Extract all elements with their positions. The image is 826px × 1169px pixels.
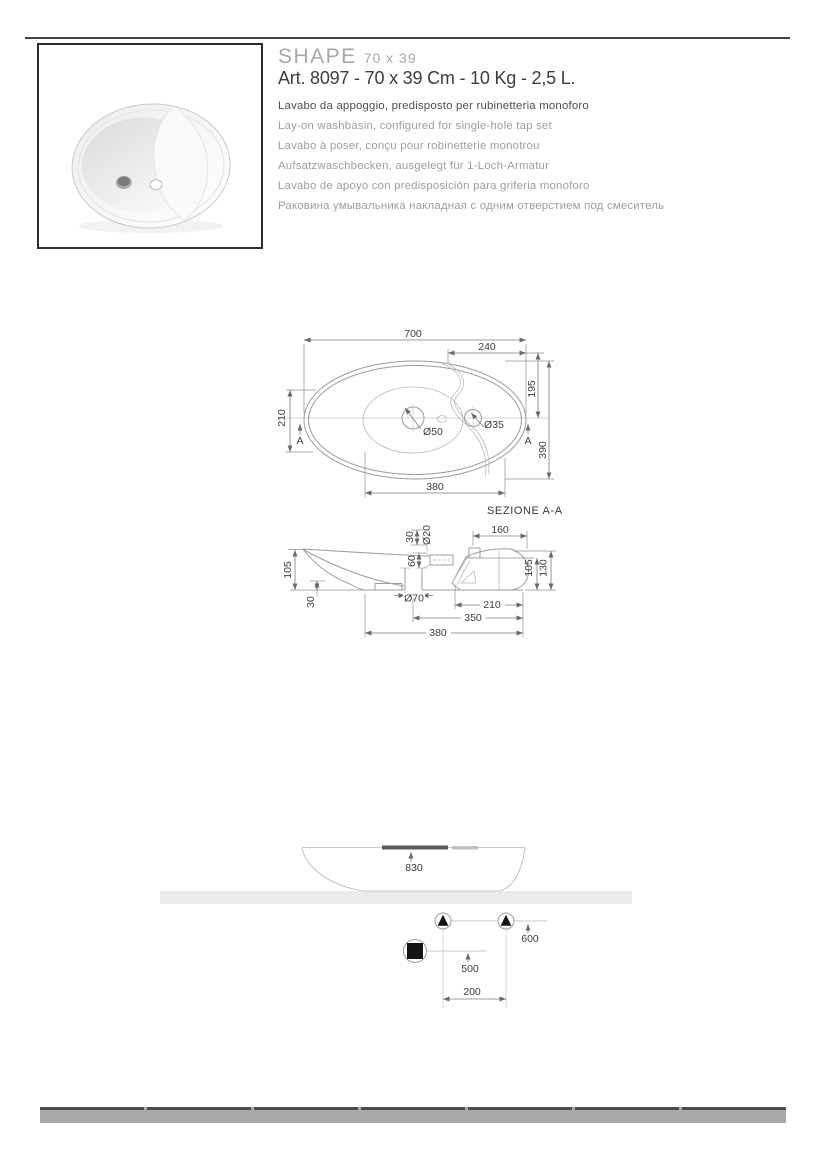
product-photo-frame	[37, 43, 263, 249]
footer-segment	[254, 1107, 358, 1110]
footer-segment	[361, 1107, 465, 1110]
dim-105-left-label: 105	[282, 561, 294, 579]
dim-350-label: 350	[464, 612, 482, 624]
dim-210-label: 210	[276, 409, 288, 427]
top-view-drawing	[270, 326, 562, 514]
dim-30-foot-label: 30	[305, 596, 317, 608]
rim-highlight	[382, 846, 448, 850]
dim-195-label: 195	[526, 380, 538, 398]
dim-500-label: 500	[461, 963, 479, 975]
section-view-drawing	[275, 500, 565, 648]
series-size: 70 x 39	[363, 50, 417, 66]
description-ru: Раковина умывальника накладная с одним отверстием под смеситель	[278, 200, 665, 212]
footer-segment	[575, 1107, 679, 1110]
footer-bar	[40, 1107, 786, 1123]
description-fr: Lavabo à poser, conçu pour robinetterie monotrou	[278, 140, 540, 152]
description-es: Lavabo de apoyo con predisposición para griferia monoforo	[278, 180, 590, 192]
series-name: SHAPE	[278, 45, 357, 68]
footer-segment	[147, 1107, 251, 1110]
dim-drain-section-label: Ø70	[404, 592, 424, 605]
dim-200-label: 200	[463, 986, 481, 998]
dim-600-label: 600	[521, 933, 539, 945]
description-block	[278, 96, 664, 216]
dim-tap-section-label: Ø20	[421, 525, 433, 545]
product-photo	[39, 45, 261, 247]
dim-60-label: 60	[406, 555, 418, 567]
footer-segment	[468, 1107, 572, 1110]
dim-tap-label: Ø35	[484, 419, 504, 431]
description-de: Aufsatzwaschbecken, ausgelegt für 1-Loch-Armatur	[278, 160, 550, 172]
dim-160-label: 160	[491, 524, 509, 536]
dim-width-label: 700	[404, 328, 422, 340]
installation-drawing	[152, 840, 652, 1012]
drain-symbol	[404, 940, 427, 963]
article-line: Art. 8097 - 70 x 39 Cm - 10 Kg - 2,5 L.	[278, 68, 576, 88]
description-it: Lavabo da appoggio, predisposto per rubinetteria monoforo	[278, 100, 589, 112]
dim-390-label: 390	[537, 441, 549, 459]
dim-drain-label: Ø50	[423, 426, 443, 438]
footer-segment	[682, 1107, 786, 1110]
dim-380-label: 380	[426, 481, 444, 493]
description-en: Lay-on washbasin, configured for single-hole tap set	[278, 120, 552, 132]
top-divider	[25, 37, 790, 39]
dim-105-right-label: 105	[523, 559, 535, 577]
dim-830-label: 830	[405, 862, 423, 874]
washbasin-image	[69, 100, 233, 232]
section-marker-left: A	[296, 435, 304, 447]
section-marker-right: A	[524, 435, 532, 447]
series-title-row	[278, 45, 417, 69]
dim-130-label: 130	[537, 559, 550, 577]
dim-210-section-label: 210	[483, 599, 501, 611]
section-label: SEZIONE A-A	[487, 505, 563, 517]
dim-380-section-label: 380	[429, 627, 447, 639]
countertop-band	[160, 891, 632, 904]
footer-segment	[40, 1107, 144, 1110]
dim-30-deck-label: 30	[404, 531, 416, 543]
dim-240-label: 240	[478, 341, 496, 353]
